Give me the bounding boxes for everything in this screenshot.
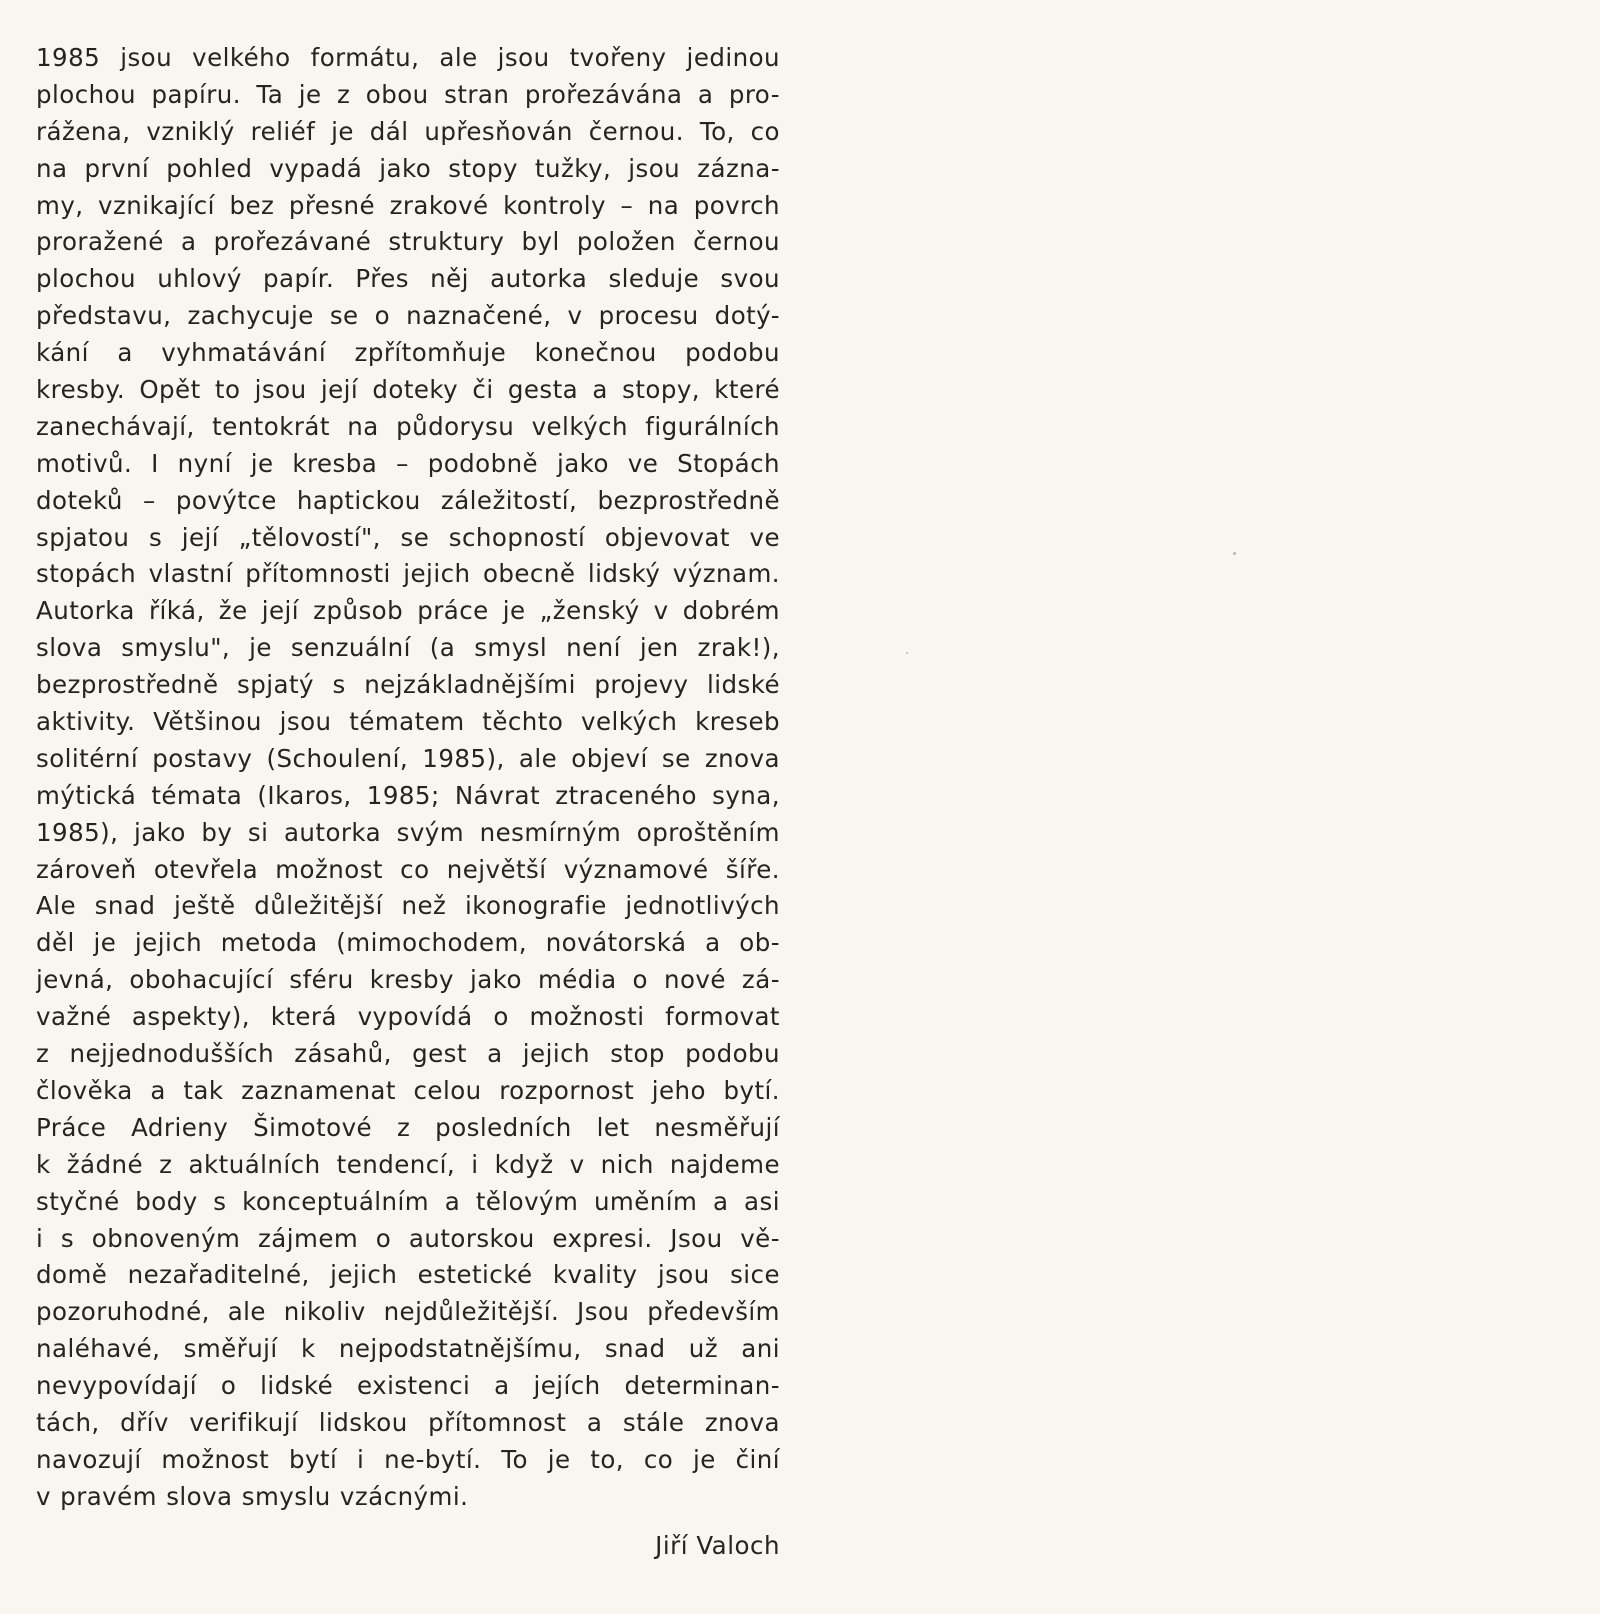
text-line: Autorka říká, že její způsob práce je „ženský v dobrém	[36, 596, 780, 626]
text-line: stopách vlastní přítomnosti jejich obecně lidský význam.	[36, 559, 780, 589]
text-line: plochou papíru. Ta je z obou stran prořezávána a pro-	[36, 79, 780, 109]
text-line: nevypovídají o lidské existenci a jejích determinan-	[36, 1371, 780, 1401]
text-line: kresby. Opět to jsou její doteky či gesta a stopy, které	[36, 375, 780, 405]
text-line: spjatou s její „tělovostí", se schopností objevovat ve	[36, 522, 780, 552]
text-column	[36, 40, 780, 1516]
text-line: k žádné z aktuálních tendencí, i když v nich najdeme	[36, 1149, 780, 1179]
text-line: člověka a tak zaznamenat celou rozpornost jeho bytí.	[36, 1075, 780, 1105]
text-line: solitérní postavy (Schoulení, 1985), ale objeví se znova	[36, 743, 780, 773]
text-line: zanechávají, tentokrát na půdorysu velkých figurálních	[36, 411, 780, 441]
text-line: tách, dřív verifikují lidskou přítomnost a stále znova	[36, 1407, 780, 1437]
text-line: doteků – povýtce haptickou záležitostí, bezprostředně	[36, 485, 780, 515]
paper-speck	[906, 652, 908, 654]
text-line: 1985), jako by si autorka svým nesmírným oproštěním	[36, 817, 780, 847]
text-line: navozují možnost bytí i ne-bytí. To je to, co je činí	[36, 1444, 780, 1474]
text-line: rážena, vzniklý reliéf je dál upřesňován černou. To, co	[36, 116, 780, 146]
text-line: kání a vyhmatávání zpřítomňuje konečnou podobu	[36, 338, 780, 368]
text-line: z nejjednodušších zásahů, gest a jejich stop podobu	[36, 1039, 780, 1069]
text-line: pozoruhodné, ale nikoliv nejdůležitější. Jsou především	[36, 1297, 780, 1327]
text-line: motivů. I nyní je kresba – podobně jako ve Stopách	[36, 448, 780, 478]
text-line: na první pohled vypadá jako stopy tužky, jsou zázna-	[36, 153, 780, 183]
paper-speck	[1233, 552, 1236, 555]
text-line: 1985 jsou velkého formátu, ale jsou tvořeny jedinou	[36, 43, 780, 72]
text-line: děl je jejich metoda (mimochodem, novátorská a ob-	[36, 928, 780, 958]
text-line: jevná, obohacující sféru kresby jako média o nové zá-	[36, 965, 780, 995]
text-line: plochou uhlový papír. Přes něj autorka sleduje svou	[36, 264, 780, 294]
text-line: domě nezařaditelné, jejich estetické kvality jsou sice	[36, 1260, 780, 1290]
text-line-last: v pravém slova smyslu vzácnými.	[36, 1481, 469, 1511]
text-line: Ale snad ještě důležitější než ikonografie jednotlivých	[36, 891, 780, 921]
text-line: představu, zachycuje se o naznačené, v procesu dotý-	[36, 301, 780, 331]
text-line: naléhavé, směřují k nejpodstatnějšímu, snad už ani	[36, 1334, 780, 1364]
text-line: Práce Adrieny Šimotové z posledních let nesměřují	[36, 1112, 780, 1142]
author-signature: Jiří Valoch	[655, 1531, 780, 1560]
text-line: mýtická témata (Ikaros, 1985; Návrat ztraceného syna,	[36, 780, 780, 810]
text-line: slova smyslu", je senzuální (a smysl není jen zrak!),	[36, 633, 780, 663]
text-line: zároveň otevřela možnost co největší významové šíře.	[36, 854, 780, 884]
text-line: styčné body s konceptuálním a tělovým uměním a asi	[36, 1186, 780, 1216]
text-line: bezprostředně spjatý s nejzákladnějšími projevy lidské	[36, 670, 780, 700]
text-line: važné aspekty), která vypovídá o možnosti formovat	[36, 1002, 780, 1032]
text-line: aktivity. Většinou jsou tématem těchto velkých kreseb	[36, 707, 780, 737]
text-line: i s obnoveným zájmem o autorskou expresi. Jsou vě-	[36, 1223, 780, 1253]
text-line: my, vznikající bez přesné zrakové kontroly – na povrch	[36, 190, 780, 220]
text-line: proražené a prořezávané struktury byl položen černou	[36, 227, 780, 257]
